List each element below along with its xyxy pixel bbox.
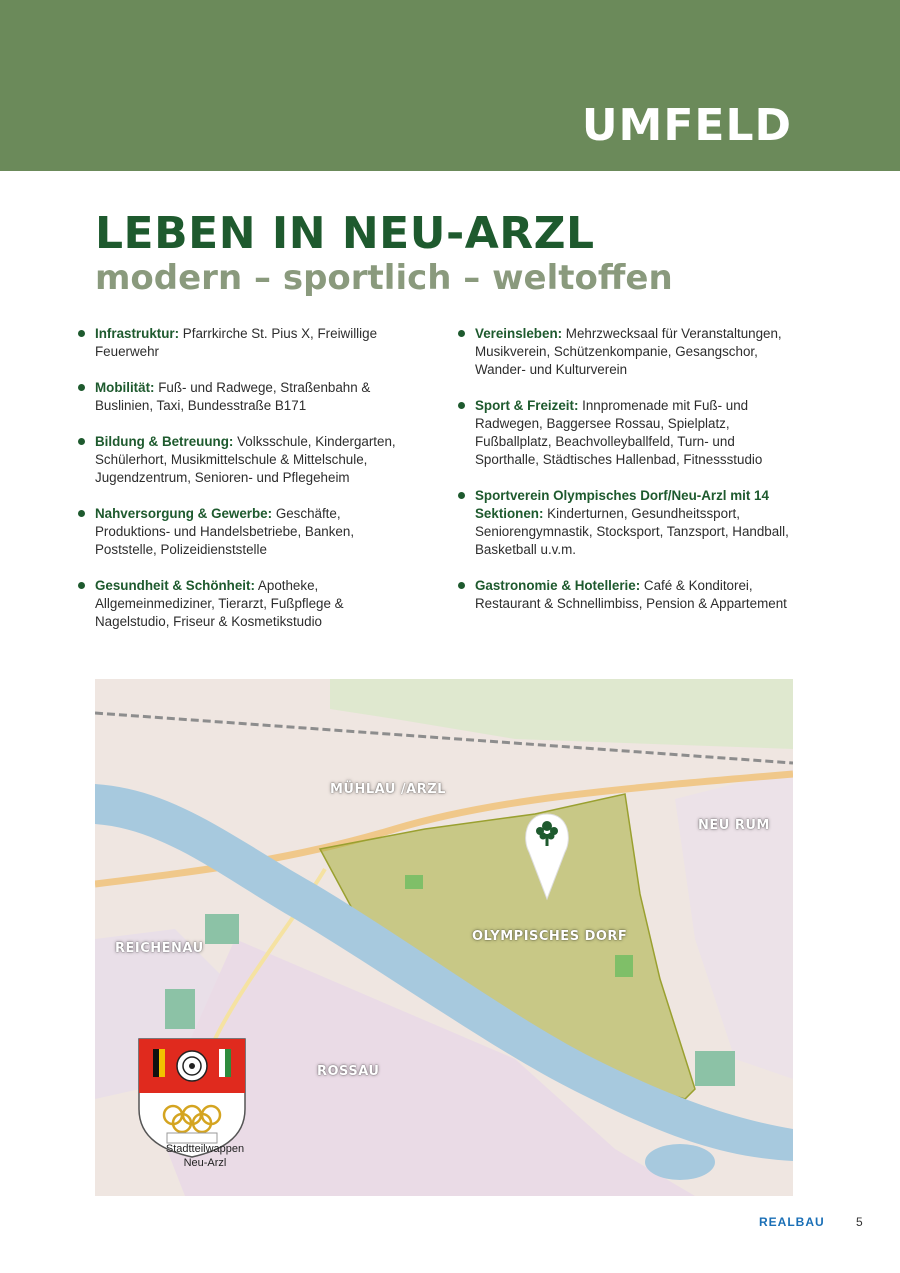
bullet-icon — [78, 510, 85, 517]
map-label-muehlau: MÜHLAU /ARZL — [330, 782, 446, 797]
map-label-rossau: ROSSAU — [317, 1064, 380, 1079]
map-label-reichenau: REICHENAU — [115, 941, 204, 956]
sports-field-1 — [405, 875, 423, 889]
lake-rossau — [645, 1144, 715, 1180]
area-map — [95, 679, 793, 1196]
feature-text: Kinderturnen, Gesundheitssport, Seniorengymnastik, Stocksport, Tanzsport, Handball, Basketball u.v.m. — [475, 506, 789, 557]
feature-item — [78, 325, 408, 361]
left-feature-list — [78, 325, 408, 631]
bullet-icon — [78, 438, 85, 445]
feature-text: Innpromenade mit Fuß- und Radwegen, Baggersee Rossau, Spielplatz, Fußballplatz, Beachvolleyballfeld, Turn- und Sporthalle, Städtisches Hallenbad, Fitnessstudio — [475, 398, 763, 467]
footer-brand-logo: REALBAU — [759, 1215, 825, 1229]
sports-field-2 — [615, 955, 633, 977]
feature-item — [458, 325, 798, 379]
bullet-icon — [78, 384, 85, 391]
feature-label: Sportverein Olympisches Dorf/Neu-Arzl mit 14 Sektionen: — [475, 488, 769, 521]
feature-text: Mehrzwecksaal für Veranstaltungen, Musikverein, Schützenkompanie, Gesangschor, Wander- und Kulturverein — [475, 326, 782, 377]
feature-item — [78, 505, 408, 559]
bullet-icon — [78, 582, 85, 589]
right-feature-list — [458, 325, 798, 613]
feature-item — [458, 577, 798, 613]
feature-label: Vereinsleben: — [475, 326, 563, 341]
bullet-icon — [458, 330, 465, 337]
feature-text: Apotheke, Allgemeinmediziner, Tierarzt, Fußpflege & Nagelstudio, Friseur & Kosmetikstudio — [95, 578, 344, 629]
feature-label: Gastronomie & Hotellerie: — [475, 578, 641, 593]
feature-text: Café & Konditorei, Restaurant & Schnellimbiss, Pension & Appartement — [475, 578, 787, 611]
page-title: LEBEN IN NEU-ARZL — [95, 208, 595, 259]
feature-item — [458, 487, 798, 559]
feature-item — [458, 397, 798, 469]
feature-text: Volksschule, Kindergarten, Schülerhort, Musikmittelschule & Mittelschule, Jugendzentrum, Senioren- und Pflegeheim — [95, 434, 396, 485]
feature-item — [78, 577, 408, 631]
bullet-icon — [458, 582, 465, 589]
map-label-neu-rum: NEU RUM — [698, 818, 770, 833]
sports-field-reichenau — [205, 914, 239, 944]
feature-label: Mobilität: — [95, 380, 155, 395]
park-reichenau — [165, 989, 195, 1029]
feature-label: Sport & Freizeit: — [475, 398, 579, 413]
section-title: UMFELD — [581, 100, 792, 151]
coat-of-arms — [139, 1039, 245, 1157]
feature-label: Bildung & Betreuung: — [95, 434, 234, 449]
page-subtitle: modern – sportlich – weltoffen — [95, 258, 673, 298]
sports-field-east — [695, 1051, 735, 1086]
feature-text: Pfarrkirche St. Pius X, Freiwillige Feuerwehr — [95, 326, 378, 359]
feature-text: Geschäfte, Produktions- und Handelsbetriebe, Banken, Poststelle, Polizeidienststelle — [95, 506, 355, 557]
bullet-icon — [458, 402, 465, 409]
bullet-icon — [78, 330, 85, 337]
map-label-olympisches-dorf: OLYMPISCHES DORF — [472, 929, 628, 944]
header-band — [0, 0, 900, 171]
feature-label: Gesundheit & Schönheit: — [95, 578, 255, 593]
map-graphic — [95, 679, 793, 1196]
page-number: 5 — [856, 1215, 863, 1229]
feature-label: Nahversorgung & Gewerbe: — [95, 506, 273, 521]
feature-text: Fuß- und Radwege, Straßenbahn & Buslinien, Taxi, Bundesstraße B171 — [95, 380, 371, 413]
coat-of-arms-caption: Stadtteilwappen Neu-Arzl — [165, 1143, 245, 1169]
feature-item — [78, 379, 408, 415]
feature-item — [78, 433, 408, 487]
feature-label: Infrastruktur: — [95, 326, 180, 341]
bullet-icon — [458, 492, 465, 499]
